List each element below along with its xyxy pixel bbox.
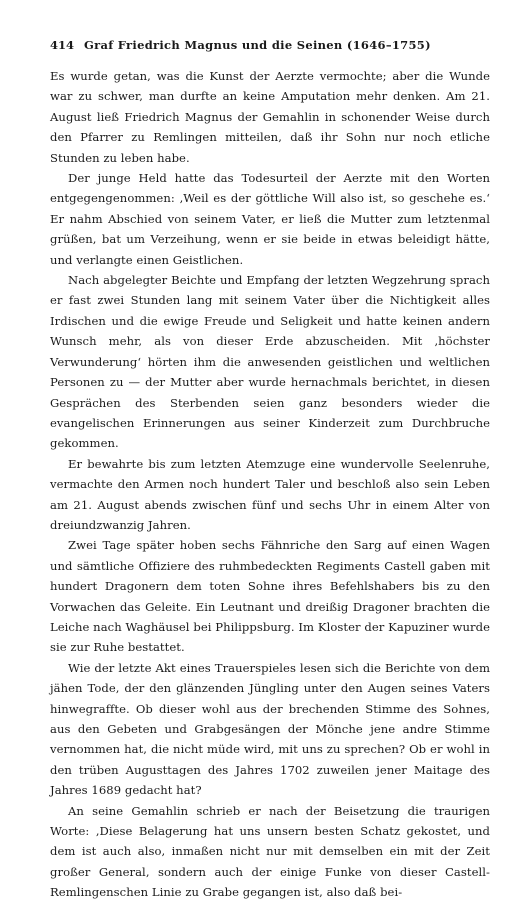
- paragraph-4: Er bewahrte bis zum letzten Atemzuge eine wundervolle Seelenruhe, vermachte den Armen noch hundert Taler und beschloß also sein Leben am 21. August abends zwischen fünf und sechs Uhr in einem Alter von dreiundzwanzig Jahren.: [50, 456, 490, 532]
- page-number: 414: [50, 38, 75, 52]
- paragraph-3: Nach abgelegter Beichte und Empfang der letzten Wegzehrung sprach er fast zwei Stunden lang mit seinem Vater über die Nichtigkeit alles Irdischen und die ewige Freude und Seligkeit und hatte keinen andern Wunsch mehr, als von dieser Erde abzuscheiden. Mit ‚höchster Verwunderung‘ hörten ihm die anwesenden geistlichen und weltlichen Personen zu — der Mutter aber wurde hernachmals berichtet, in diesen Gesprächen des Sterbenden seien ganz besonders wieder die evangelischen Erinnerungen aus seiner Kinderzeit zum Durchbruche gekommen.: [50, 273, 490, 451]
- paragraph-2: Der junge Held hatte das Todesurteil der Aerzte mit den Worten entgegengenommen: ‚Weil es der göttliche Will also ist, so geschehe es.‘ Er nahm Abschied von seinem Vater, er ließ die Mutter zum letztenmal grüßen, bat um Verzeihung, wenn er sie beide in etwas beleidigt hätte, und verlangte einen Geistlichen.: [50, 171, 490, 267]
- paragraph-5: Zwei Tage später hoben sechs Fähnriche den Sarg auf einen Wagen und sämtliche Offiziere des ruhmbedeckten Regiments Castell gaben mit hundert Dragonern dem toten Sohne ihres Befehlshabers bis zu den Vorwachen das Geleite. Ein Leutnant und dreißig Dragoner brachten die Leiche nach Waghäusel bei Philippsburg. Im Kloster der Kapuziner wurde sie zur Ruhe bestattet.: [50, 538, 490, 655]
- paragraph-6: Wie der letzte Akt eines Trauerspieles lesen sich die Berichte von dem jähen Tode, der den glänzenden Jüngling unter den Augen seines Vaters hinwegraffte. Ob dieser wohl aus der brechenden Stimme des Sohnes, aus den Gebeten und Grabgesängen der Mönche jene andre Stimme vernommen hat, die nicht müde wird, mit uns zu sprechen? Ob er wohl in den trüben Augusttagen des Jahres 1702 zuweilen jener Maitage des Jahres 1689 gedacht hat?: [50, 660, 490, 798]
- running-title: Graf Friedrich Magnus und die Seinen (1646–1755): [84, 38, 431, 52]
- page-header: [50, 38, 490, 60]
- paragraph-1: Es wurde getan, was die Kunst der Aerzte vermochte; aber die Wunde war zu schwer, man durfte an keine Amputation mehr denken. Am 21. August ließ Friedrich Magnus der Gemahlin in schonender Weise durch den Pfarrer zu Remlingen mitteilen, daß ihr Sohn nur noch etliche Stunden zu leben habe.: [50, 69, 490, 165]
- paragraph-7: An seine Gemahlin schrieb er nach der Beisetzung die traurigen Worte: ‚Diese Belagerung hat uns unsern besten Schatz gekostet, und dem ist auch also, inmaßen nicht nur mit demselben ein mit der Zeit großer General, sondern auch der einige Funke von dieser Castell-Remlingenschen Linie zu Grabe gegangen ist, also daß bei-: [50, 803, 490, 900]
- document-page: [50, 38, 490, 903]
